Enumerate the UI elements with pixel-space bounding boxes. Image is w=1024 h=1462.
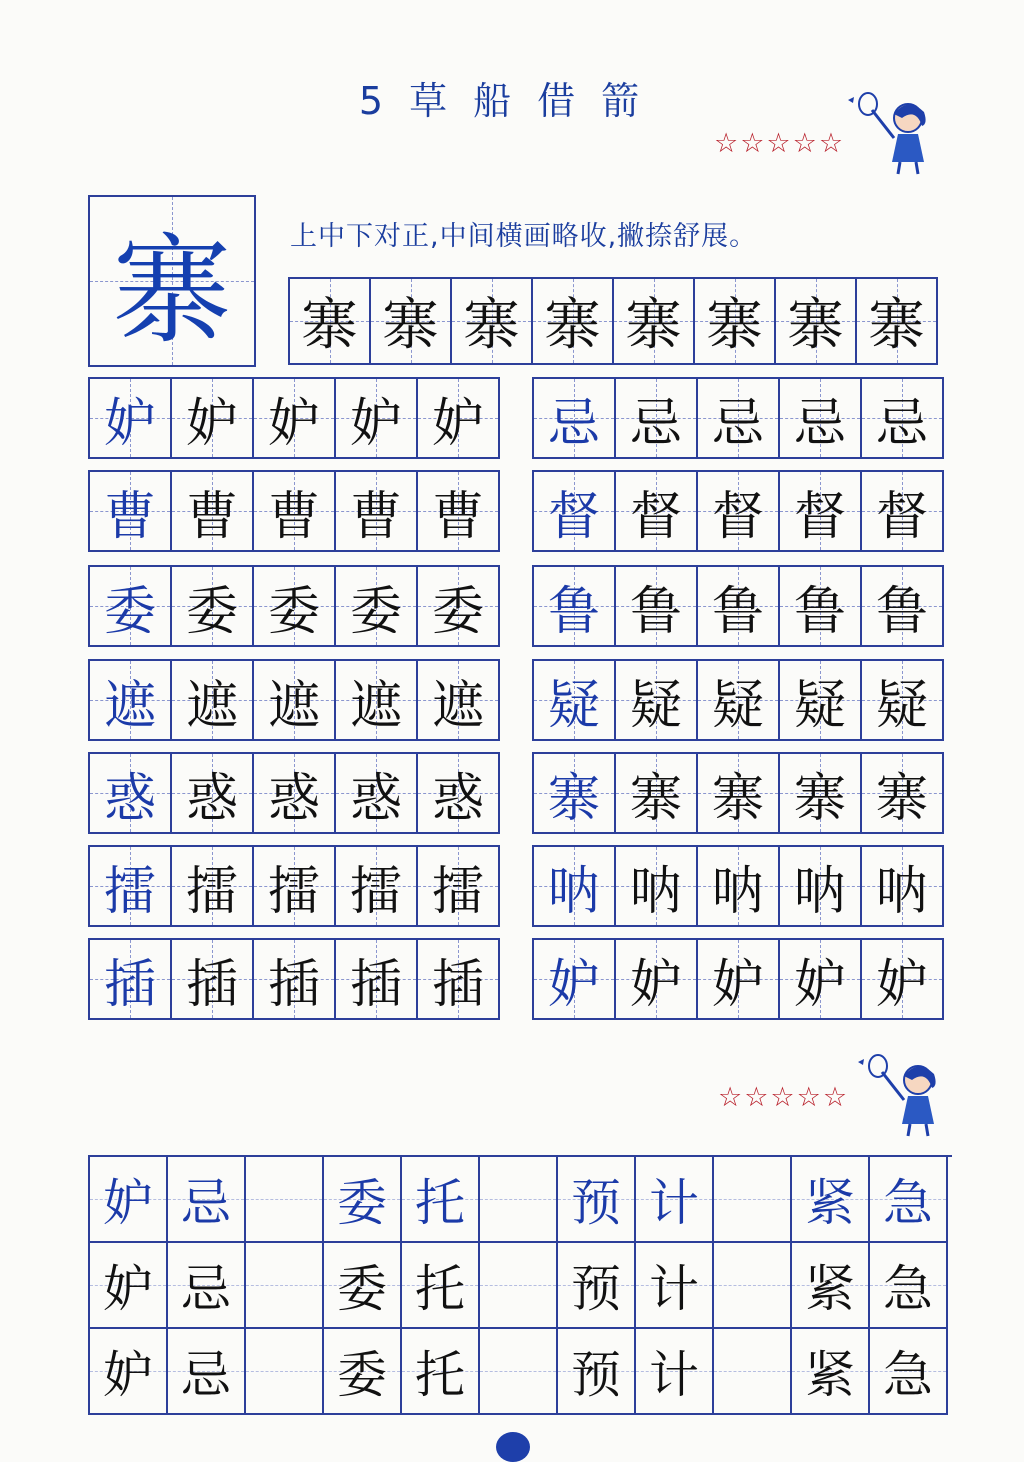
practice-character: 插: [185, 954, 238, 1015]
practice-character: 插: [267, 954, 320, 1015]
word-cell: [792, 1243, 870, 1329]
word-cell: [870, 1243, 948, 1329]
writing-hint: 上中下对正,中间横画略收,撇捺舒展。: [290, 221, 758, 252]
character-row: [532, 377, 944, 459]
word-character: 委: [337, 1174, 387, 1232]
practice-cell: [172, 754, 254, 834]
practice-cell: [857, 279, 938, 365]
model-character: 曹: [103, 486, 156, 547]
practice-character: 寨: [787, 293, 844, 358]
model-cell: [90, 567, 172, 647]
practice-cell: [371, 279, 452, 365]
practice-cell: [254, 472, 336, 552]
practice-character: 委: [267, 581, 320, 642]
model-cell: [534, 754, 616, 834]
word-cell: [792, 1157, 870, 1243]
practice-character: 寨: [625, 293, 682, 358]
model-cell: [90, 379, 172, 459]
practice-character: 疑: [711, 675, 764, 736]
word-character: 忌: [181, 1260, 231, 1318]
character-row: [532, 938, 944, 1020]
model-cell: [90, 940, 172, 1020]
practice-character: 曹: [431, 486, 484, 547]
blank-cell: [714, 1157, 792, 1243]
practice-cell: [418, 472, 500, 552]
model-character: 委: [103, 581, 156, 642]
practice-cell: [698, 379, 780, 459]
practice-cell: [336, 940, 418, 1020]
word-cell: [90, 1243, 168, 1329]
word-cell: [636, 1243, 714, 1329]
practice-cell: [336, 754, 418, 834]
practice-cell: [336, 379, 418, 459]
practice-cell: [616, 661, 698, 741]
practice-cell: [336, 567, 418, 647]
practice-cell: [418, 847, 500, 927]
word-cell: [870, 1329, 948, 1415]
practice-cell: [418, 661, 500, 741]
word-character: 托: [415, 1346, 465, 1404]
practice-cell: [533, 279, 614, 365]
practice-cell: [172, 567, 254, 647]
word-cell: [402, 1329, 480, 1415]
practice-cell: [780, 940, 862, 1020]
practice-cell: [862, 940, 944, 1020]
practice-character: 遮: [431, 675, 484, 736]
model-character: 呐: [547, 861, 600, 922]
practice-character: 寨: [629, 768, 682, 829]
practice-cell: [698, 661, 780, 741]
word-character: 托: [415, 1260, 465, 1318]
model-character: 疑: [547, 675, 600, 736]
model-cell: [534, 379, 616, 459]
practice-character: 寨: [463, 293, 520, 358]
practice-character: 寨: [301, 293, 358, 358]
model-cell: [534, 847, 616, 927]
word-character: 紧: [805, 1346, 855, 1404]
practice-character: 遮: [349, 675, 402, 736]
practice-character: 擂: [431, 861, 484, 922]
practice-character: 妒: [629, 954, 682, 1015]
practice-cell: [862, 379, 944, 459]
badminton-girl-icon: [842, 88, 942, 178]
practice-character: 惑: [349, 768, 402, 829]
practice-character: 妒: [267, 393, 320, 454]
word-cell: [558, 1243, 636, 1329]
practice-cell: [418, 754, 500, 834]
practice-cell: [254, 567, 336, 647]
word-practice-grid: [88, 1155, 952, 1415]
rating-stars-bottom: ☆☆☆☆☆: [718, 1082, 850, 1113]
word-character: 托: [415, 1174, 465, 1232]
practice-cell: [336, 472, 418, 552]
model-cell: [90, 661, 172, 741]
practice-cell: [780, 847, 862, 927]
blank-cell: [480, 1243, 558, 1329]
practice-character: 鲁: [711, 581, 764, 642]
practice-cell: [172, 661, 254, 741]
practice-cell: [780, 379, 862, 459]
practice-character: 擂: [185, 861, 238, 922]
character-row: [532, 752, 944, 834]
model-cell: [90, 847, 172, 927]
lesson-name: 草船借箭: [409, 79, 666, 123]
blank-cell: [714, 1329, 792, 1415]
character-row: [88, 752, 500, 834]
word-character: 预: [571, 1346, 621, 1404]
word-character: 委: [337, 1346, 387, 1404]
word-cell: [558, 1329, 636, 1415]
practice-character: 鲁: [629, 581, 682, 642]
word-character: 忌: [181, 1346, 231, 1404]
word-cell: [636, 1329, 714, 1415]
practice-character: 鲁: [793, 581, 846, 642]
word-character: 紧: [805, 1260, 855, 1318]
practice-cell: [776, 279, 857, 365]
practice-character: 惑: [267, 768, 320, 829]
model-cell: [534, 661, 616, 741]
practice-cell: [254, 754, 336, 834]
practice-cell: [862, 847, 944, 927]
practice-cell: [418, 379, 500, 459]
practice-cell: [862, 472, 944, 552]
practice-cell: [616, 472, 698, 552]
word-character: 急: [883, 1260, 933, 1318]
practice-character: 督: [711, 486, 764, 547]
word-character: 委: [337, 1260, 387, 1318]
practice-cell: [780, 472, 862, 552]
word-cell: [90, 1329, 168, 1415]
word-character: 计: [649, 1346, 699, 1404]
model-character: 惑: [103, 768, 156, 829]
practice-character: 寨: [706, 293, 763, 358]
practice-cell: [254, 940, 336, 1020]
word-cell: [168, 1243, 246, 1329]
word-cell: [558, 1157, 636, 1243]
practice-cell: [452, 279, 533, 365]
practice-character: 寨: [868, 293, 925, 358]
practice-cell: [698, 754, 780, 834]
practice-character: 曹: [185, 486, 238, 547]
practice-cell: [698, 567, 780, 647]
practice-character: 忌: [875, 393, 928, 454]
practice-cell: [336, 847, 418, 927]
character-row: [532, 845, 944, 927]
character-row: [88, 377, 500, 459]
practice-character: 呐: [793, 861, 846, 922]
word-practice-row: [90, 1329, 952, 1415]
practice-character: 妒: [793, 954, 846, 1015]
practice-cell: [616, 940, 698, 1020]
model-character: 擂: [103, 861, 156, 922]
word-character: 计: [649, 1260, 699, 1318]
practice-cell: [780, 754, 862, 834]
practice-character: 惑: [185, 768, 238, 829]
model-character: 忌: [547, 393, 600, 454]
practice-character: 呐: [629, 861, 682, 922]
blank-cell: [480, 1329, 558, 1415]
practice-cell: [698, 472, 780, 552]
practice-character: 惑: [431, 768, 484, 829]
model-cell: [534, 940, 616, 1020]
practice-cell: [780, 567, 862, 647]
character-row: [532, 659, 944, 741]
practice-character: 督: [875, 486, 928, 547]
model-character: 妒: [103, 393, 156, 454]
practice-character: 疑: [793, 675, 846, 736]
word-cell: [324, 1157, 402, 1243]
word-practice-row: [90, 1243, 952, 1329]
practice-cell: [862, 661, 944, 741]
practice-character: 寨: [793, 768, 846, 829]
word-character: 急: [883, 1346, 933, 1404]
practice-character: 鲁: [875, 581, 928, 642]
word-character: 预: [571, 1260, 621, 1318]
practice-cell: [418, 940, 500, 1020]
practice-character: 擂: [349, 861, 402, 922]
featured-character: 寨: [112, 222, 231, 360]
practice-character: 遮: [267, 675, 320, 736]
practice-cell: [616, 754, 698, 834]
practice-cell: [254, 661, 336, 741]
model-cell: [90, 754, 172, 834]
word-cell: [636, 1157, 714, 1243]
practice-character: 插: [349, 954, 402, 1015]
model-character: 妒: [547, 954, 600, 1015]
model-cell: [534, 472, 616, 552]
practice-character: 呐: [711, 861, 764, 922]
word-cell: [324, 1243, 402, 1329]
word-cell: [90, 1157, 168, 1243]
practice-character: 遮: [185, 675, 238, 736]
practice-cell: [172, 847, 254, 927]
word-model-row: [90, 1157, 952, 1243]
word-character: 急: [883, 1174, 933, 1232]
practice-cell: [418, 567, 500, 647]
practice-character: 妒: [711, 954, 764, 1015]
word-cell: [168, 1329, 246, 1415]
word-character: 妒: [103, 1260, 153, 1318]
practice-character: 委: [431, 581, 484, 642]
featured-practice-row: [288, 277, 938, 365]
word-character: 忌: [181, 1174, 231, 1232]
practice-cell: [862, 754, 944, 834]
practice-character: 寨: [382, 293, 439, 358]
word-cell: [324, 1329, 402, 1415]
blank-cell: [246, 1157, 324, 1243]
character-row: [532, 565, 944, 647]
word-character: 妒: [103, 1174, 153, 1232]
character-row: [88, 659, 500, 741]
practice-cell: [254, 379, 336, 459]
practice-character: 寨: [544, 293, 601, 358]
model-character: 遮: [103, 675, 156, 736]
word-character: 妒: [103, 1346, 153, 1404]
practice-cell: [172, 379, 254, 459]
word-character: 预: [571, 1174, 621, 1232]
featured-character-box: [88, 195, 256, 367]
word-cell: [792, 1329, 870, 1415]
practice-character: 督: [629, 486, 682, 547]
practice-cell: [695, 279, 776, 365]
model-character: 插: [103, 954, 156, 1015]
practice-cell: [614, 279, 695, 365]
practice-character: 妒: [875, 954, 928, 1015]
practice-character: 忌: [711, 393, 764, 454]
practice-cell: [616, 567, 698, 647]
character-row: [88, 845, 500, 927]
blank-cell: [246, 1329, 324, 1415]
rating-stars-top: ☆☆☆☆☆: [714, 128, 846, 159]
practice-cell: [862, 567, 944, 647]
practice-character: 委: [349, 581, 402, 642]
page-number-badge: [496, 1432, 530, 1462]
practice-character: 曹: [267, 486, 320, 547]
word-cell: [402, 1243, 480, 1329]
practice-cell: [780, 661, 862, 741]
blank-cell: [714, 1243, 792, 1329]
practice-character: 寨: [875, 768, 928, 829]
model-character: 督: [547, 486, 600, 547]
model-cell: [534, 567, 616, 647]
character-row: [532, 470, 944, 552]
practice-character: 疑: [875, 675, 928, 736]
blank-cell: [480, 1157, 558, 1243]
practice-cell: [698, 940, 780, 1020]
badminton-girl-icon: [852, 1050, 952, 1140]
word-cell: [402, 1157, 480, 1243]
character-row: [88, 938, 500, 1020]
practice-character: 督: [793, 486, 846, 547]
practice-cell: [336, 661, 418, 741]
word-character: 紧: [805, 1174, 855, 1232]
practice-cell: [172, 472, 254, 552]
character-row: [88, 565, 500, 647]
practice-character: 擂: [267, 861, 320, 922]
lesson-number: 5: [358, 79, 410, 123]
practice-cell: [698, 847, 780, 927]
practice-cell: [172, 940, 254, 1020]
practice-character: 妒: [431, 393, 484, 454]
practice-character: 寨: [711, 768, 764, 829]
practice-character: 曹: [349, 486, 402, 547]
word-character: 计: [649, 1174, 699, 1232]
practice-character: 妒: [185, 393, 238, 454]
model-character: 寨: [547, 768, 600, 829]
practice-cell: [254, 847, 336, 927]
practice-character: 疑: [629, 675, 682, 736]
model-character: 鲁: [547, 581, 600, 642]
model-cell: [90, 472, 172, 552]
character-row: [88, 470, 500, 552]
practice-character: 委: [185, 581, 238, 642]
word-cell: [870, 1157, 948, 1243]
practice-cell: [616, 379, 698, 459]
practice-character: 呐: [875, 861, 928, 922]
practice-character: 妒: [349, 393, 402, 454]
practice-cell: [616, 847, 698, 927]
practice-character: 忌: [793, 393, 846, 454]
practice-character: 插: [431, 954, 484, 1015]
practice-character: 忌: [629, 393, 682, 454]
blank-cell: [246, 1243, 324, 1329]
practice-cell: [290, 279, 371, 365]
word-cell: [168, 1157, 246, 1243]
